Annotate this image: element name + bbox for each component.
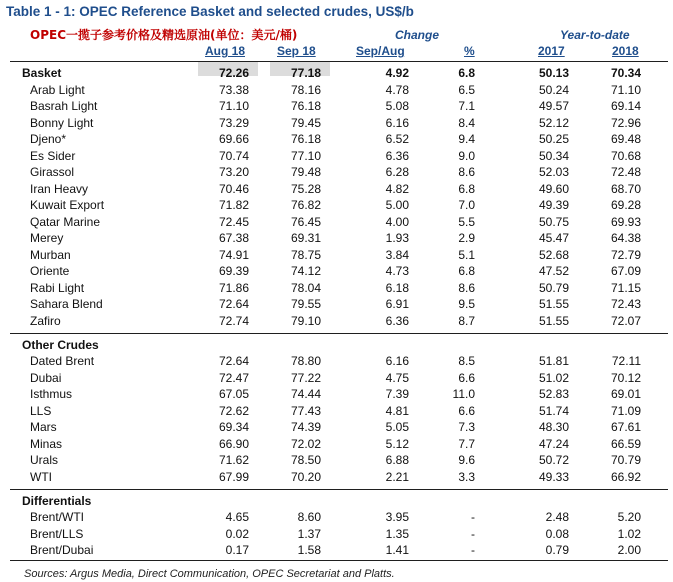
aug18-cell: 72.64 bbox=[218, 297, 249, 311]
ytd-2017-cell: 45.47 bbox=[538, 231, 569, 245]
aug18-cell: 71.82 bbox=[218, 198, 249, 212]
row-label: Sahara Blend bbox=[30, 297, 103, 311]
table-row bbox=[0, 83, 673, 100]
footer-rule bbox=[10, 560, 668, 561]
percent-cell: 11.0 bbox=[452, 387, 475, 401]
sep-aug-cell: 5.00 bbox=[385, 198, 409, 212]
row-label: Brent/Dubai bbox=[30, 543, 94, 557]
sep-aug-cell: 6.88 bbox=[385, 453, 409, 467]
row-label: Djeno* bbox=[30, 132, 67, 146]
ytd-2017-cell: 47.52 bbox=[538, 264, 569, 278]
ytd-2018-cell: 69.93 bbox=[610, 214, 641, 229]
sep18-cell: 78.16 bbox=[290, 82, 321, 97]
row-label: Qatar Marine bbox=[30, 214, 101, 229]
sep-aug-cell: 6.16 bbox=[385, 354, 409, 368]
ytd-2018-cell: 68.70 bbox=[610, 181, 641, 196]
row-label: Mars bbox=[30, 420, 57, 434]
header-2018: 2018 bbox=[612, 44, 639, 58]
ytd-2018-cell: 72.43 bbox=[610, 297, 641, 311]
header-percent: % bbox=[464, 44, 475, 58]
percent-cell: 6.6 bbox=[458, 403, 475, 418]
row-label: Murban bbox=[30, 247, 71, 262]
aug18-cell: 73.38 bbox=[218, 82, 249, 97]
row-label: Rabi Light bbox=[30, 280, 85, 295]
ytd-2017-cell: 0.79 bbox=[545, 543, 569, 557]
ytd-2017-cell: 48.30 bbox=[538, 420, 569, 434]
sep18-cell: 70.20 bbox=[290, 469, 321, 484]
ytd-2017-cell: 47.24 bbox=[538, 436, 569, 451]
percent-cell: 8.6 bbox=[458, 280, 475, 295]
sep18-cell: 76.82 bbox=[290, 198, 321, 212]
row-label: Brent/LLS bbox=[30, 526, 84, 541]
ytd-2018-cell: 72.96 bbox=[610, 115, 641, 130]
percent-cell: 7.1 bbox=[458, 99, 475, 113]
sep-aug-cell: 4.75 bbox=[385, 370, 409, 385]
ytd-2018-cell: 70.34 bbox=[610, 66, 641, 80]
sep18-cell: 76.45 bbox=[290, 214, 321, 229]
aug18-cell: 72.26 bbox=[218, 66, 249, 80]
aug18-cell: 71.86 bbox=[218, 280, 249, 295]
ytd-2017-cell: 2.48 bbox=[545, 510, 569, 524]
ytd-2017-cell: 50.24 bbox=[538, 82, 569, 97]
row-label: Isthmus bbox=[30, 387, 73, 401]
row-label: Es Sider bbox=[30, 148, 76, 163]
ytd-2017-cell: 51.02 bbox=[538, 370, 569, 385]
percent-cell: 5.1 bbox=[458, 247, 475, 262]
sep-aug-cell: 6.52 bbox=[385, 132, 409, 146]
ytd-2018-cell: 69.48 bbox=[610, 132, 641, 146]
sep-aug-cell: 3.84 bbox=[385, 247, 409, 262]
ytd-2018-cell: 64.38 bbox=[610, 231, 641, 245]
table-row bbox=[0, 404, 673, 421]
header-ytd: Year-to-date bbox=[560, 28, 630, 42]
ytd-2018-cell: 72.48 bbox=[610, 165, 641, 179]
table-row bbox=[0, 510, 673, 527]
percent-cell: 8.6 bbox=[458, 165, 475, 179]
row-label: WTI bbox=[30, 469, 52, 484]
sep18-cell: 72.02 bbox=[290, 436, 321, 451]
aug18-cell: 72.62 bbox=[218, 403, 249, 418]
aug18-cell: 4.65 bbox=[225, 510, 249, 524]
percent-cell: 8.7 bbox=[458, 313, 475, 328]
sep18-cell: 79.55 bbox=[290, 297, 321, 311]
table-row bbox=[0, 527, 673, 544]
sep-aug-cell: 7.39 bbox=[385, 387, 409, 401]
row-label: LLS bbox=[30, 403, 52, 418]
aug18-cell: 67.99 bbox=[218, 469, 249, 484]
sep-aug-cell: 6.91 bbox=[385, 297, 409, 311]
percent-cell: 5.5 bbox=[458, 214, 475, 229]
ytd-2018-cell: 2.00 bbox=[617, 543, 641, 557]
aug18-cell: 67.05 bbox=[218, 387, 249, 401]
sep-aug-cell: 6.36 bbox=[385, 148, 409, 163]
header-sep18: Sep 18 bbox=[277, 44, 316, 58]
table-row bbox=[0, 248, 673, 265]
aug18-cell: 71.62 bbox=[218, 453, 249, 467]
sep-aug-cell: 6.36 bbox=[385, 313, 409, 328]
sep-aug-cell: 6.18 bbox=[385, 280, 409, 295]
sep18-cell: 1.58 bbox=[297, 543, 321, 557]
aug18-cell: 74.91 bbox=[218, 247, 249, 262]
table-row bbox=[0, 99, 673, 116]
ytd-2018-cell: 66.92 bbox=[610, 469, 641, 484]
ytd-2018-cell: 71.09 bbox=[610, 403, 641, 418]
row-label: Oriente bbox=[30, 264, 70, 278]
sep18-cell: 74.44 bbox=[290, 387, 321, 401]
aug18-cell: 69.34 bbox=[218, 420, 249, 434]
ytd-2018-cell: 69.14 bbox=[610, 99, 641, 113]
ytd-2017-cell: 52.12 bbox=[538, 115, 569, 130]
aug18-cell: 69.66 bbox=[218, 132, 249, 146]
percent-cell: 6.5 bbox=[458, 82, 475, 97]
table-row bbox=[0, 387, 673, 404]
aug18-cell: 0.17 bbox=[225, 543, 249, 557]
ytd-2017-cell: 50.79 bbox=[538, 280, 569, 295]
row-label: Iran Heavy bbox=[30, 181, 89, 196]
sep18-cell: 76.18 bbox=[290, 99, 321, 113]
table-row bbox=[0, 66, 673, 83]
sep-aug-cell: 5.12 bbox=[385, 436, 409, 451]
aug18-cell: 0.02 bbox=[225, 526, 249, 541]
ytd-2017-cell: 50.13 bbox=[538, 66, 569, 80]
section-rule-1 bbox=[10, 333, 668, 334]
row-label: Dubai bbox=[30, 370, 62, 385]
header-sep-aug: Sep/Aug bbox=[356, 44, 405, 58]
row-label: Girassol bbox=[30, 165, 75, 179]
percent-cell: 9.5 bbox=[458, 297, 475, 311]
sep-aug-cell: 6.16 bbox=[385, 115, 409, 130]
row-label: Arab Light bbox=[30, 82, 85, 97]
header-rule bbox=[10, 61, 668, 62]
table-row bbox=[0, 453, 673, 470]
ytd-2018-cell: 72.07 bbox=[610, 313, 641, 328]
row-label: Bonny Light bbox=[30, 115, 94, 130]
sep-aug-cell: 4.92 bbox=[385, 66, 409, 80]
ytd-2017-cell: 0.08 bbox=[545, 526, 569, 541]
table-row bbox=[0, 132, 673, 149]
row-label: Minas bbox=[30, 436, 63, 451]
ytd-2017-cell: 49.60 bbox=[538, 181, 569, 196]
percent-cell: 8.5 bbox=[458, 354, 475, 368]
table-row bbox=[0, 231, 673, 248]
percent-cell: 9.4 bbox=[458, 132, 475, 146]
aug18-cell: 70.74 bbox=[218, 148, 249, 163]
ytd-2018-cell: 66.59 bbox=[610, 436, 641, 451]
row-label: Zafiro bbox=[30, 313, 61, 328]
sep18-cell: 78.50 bbox=[290, 453, 321, 467]
table-row bbox=[0, 470, 673, 487]
aug18-cell: 71.10 bbox=[218, 99, 249, 113]
section-rule-2 bbox=[10, 489, 668, 490]
table-row bbox=[0, 116, 673, 133]
sep18-cell: 78.75 bbox=[290, 247, 321, 262]
aug18-cell: 66.90 bbox=[218, 436, 249, 451]
aug18-cell: 72.64 bbox=[218, 354, 249, 368]
table-row bbox=[0, 543, 673, 560]
table-row bbox=[0, 371, 673, 388]
ytd-2018-cell: 71.10 bbox=[610, 82, 641, 97]
row-label: Dated Brent bbox=[30, 354, 95, 368]
table-title: Table 1 - 1: OPEC Reference Basket and selected crudes, US$/b bbox=[6, 4, 414, 19]
ytd-2018-cell: 5.20 bbox=[617, 510, 641, 524]
row-label: Basrah Light bbox=[30, 99, 98, 113]
ytd-2017-cell: 51.55 bbox=[538, 313, 569, 328]
ytd-2017-cell: 49.33 bbox=[538, 469, 569, 484]
row-label: Merey bbox=[30, 231, 64, 245]
sep18-cell: 8.60 bbox=[297, 510, 321, 524]
ytd-2017-cell: 50.25 bbox=[538, 132, 569, 146]
aug18-cell: 72.45 bbox=[218, 214, 249, 229]
ytd-2017-cell: 51.81 bbox=[538, 354, 569, 368]
ytd-2017-cell: 49.39 bbox=[538, 198, 569, 212]
sep-aug-cell: 3.95 bbox=[385, 510, 409, 524]
sep-aug-cell: 1.93 bbox=[385, 231, 409, 245]
table-row bbox=[0, 165, 673, 182]
ytd-2017-cell: 52.68 bbox=[538, 247, 569, 262]
ytd-2017-cell: 52.03 bbox=[538, 165, 569, 179]
table-row bbox=[0, 297, 673, 314]
table-row bbox=[0, 281, 673, 298]
table-row bbox=[0, 420, 673, 437]
row-label: Brent/WTI bbox=[30, 510, 85, 524]
percent-cell: - bbox=[471, 543, 475, 557]
ytd-2017-cell: 49.57 bbox=[538, 99, 569, 113]
percent-cell: 2.9 bbox=[458, 231, 475, 245]
percent-cell: - bbox=[471, 510, 475, 524]
percent-cell: 7.7 bbox=[458, 436, 475, 451]
sep18-cell: 79.45 bbox=[290, 115, 321, 130]
sep-aug-cell: 5.05 bbox=[385, 420, 409, 434]
header-change: Change bbox=[395, 28, 440, 42]
ytd-2017-cell: 50.72 bbox=[538, 453, 569, 467]
ytd-2017-cell: 51.55 bbox=[538, 297, 569, 311]
aug18-cell: 72.47 bbox=[218, 370, 249, 385]
sep18-cell: 79.10 bbox=[290, 313, 321, 328]
percent-cell: 8.4 bbox=[458, 115, 475, 130]
ytd-2018-cell: 69.28 bbox=[610, 198, 641, 212]
sep18-cell: 1.37 bbox=[297, 526, 321, 541]
sources-note: Sources: Argus Media, Direct Communication, OPEC Secretariat and Platts. bbox=[24, 568, 395, 580]
ytd-2018-cell: 71.15 bbox=[610, 280, 641, 295]
differentials-title: Differentials bbox=[22, 494, 92, 508]
aug18-cell: 69.39 bbox=[218, 264, 249, 278]
ytd-2018-cell: 69.01 bbox=[610, 387, 641, 401]
row-label: Kuwait Export bbox=[30, 198, 105, 212]
chinese-subtitle: OPEC一揽子参考价格及精选原油(单位：美元/桶) bbox=[30, 28, 298, 42]
ytd-2017-cell: 51.74 bbox=[538, 403, 569, 418]
sep-aug-cell: 4.78 bbox=[385, 82, 409, 97]
table-row bbox=[0, 314, 673, 331]
row-label: Urals bbox=[30, 453, 59, 467]
ytd-2018-cell: 70.79 bbox=[610, 453, 641, 467]
ytd-2018-cell: 70.12 bbox=[610, 370, 641, 385]
sep18-cell: 78.80 bbox=[290, 354, 321, 368]
percent-cell: 3.3 bbox=[458, 469, 475, 484]
header-2017: 2017 bbox=[538, 44, 565, 58]
table-row bbox=[0, 354, 673, 371]
sep18-cell: 74.12 bbox=[290, 264, 321, 278]
table-row bbox=[0, 198, 673, 215]
ytd-2018-cell: 70.68 bbox=[610, 148, 641, 163]
sep-aug-cell: 2.21 bbox=[385, 469, 409, 484]
ytd-2018-cell: 1.02 bbox=[617, 526, 641, 541]
ytd-2018-cell: 72.11 bbox=[611, 354, 641, 368]
sep18-cell: 77.43 bbox=[290, 403, 321, 418]
sep-aug-cell: 1.35 bbox=[385, 526, 409, 541]
sep-aug-cell: 4.73 bbox=[385, 264, 409, 278]
sep-aug-cell: 5.08 bbox=[385, 99, 409, 113]
ytd-2017-cell: 52.83 bbox=[538, 387, 569, 401]
percent-cell: 6.6 bbox=[458, 370, 475, 385]
sep18-cell: 74.39 bbox=[290, 420, 321, 434]
sep18-cell: 78.04 bbox=[290, 280, 321, 295]
sep18-cell: 79.48 bbox=[290, 165, 321, 179]
percent-cell: 9.0 bbox=[458, 148, 475, 163]
percent-cell: 7.0 bbox=[458, 198, 475, 212]
sep18-cell: 77.10 bbox=[290, 148, 321, 163]
table-row bbox=[0, 437, 673, 454]
aug18-cell: 73.20 bbox=[218, 165, 249, 179]
header-aug18: Aug 18 bbox=[205, 44, 246, 58]
sep18-cell: 76.18 bbox=[290, 132, 321, 146]
aug18-cell: 70.46 bbox=[218, 181, 249, 196]
ytd-2017-cell: 50.75 bbox=[538, 214, 569, 229]
sep-aug-cell: 4.81 bbox=[385, 403, 409, 418]
sep-aug-cell: 4.00 bbox=[385, 214, 409, 229]
table-row bbox=[0, 264, 673, 281]
aug18-cell: 73.29 bbox=[218, 115, 249, 130]
percent-cell: 9.6 bbox=[458, 453, 475, 467]
sep-aug-cell: 6.28 bbox=[385, 165, 409, 179]
table-row bbox=[0, 215, 673, 232]
aug18-cell: 67.38 bbox=[218, 231, 249, 245]
ytd-2017-cell: 50.34 bbox=[538, 148, 569, 163]
percent-cell: 6.8 bbox=[458, 181, 475, 196]
sep18-cell: 69.31 bbox=[290, 231, 321, 245]
table-row bbox=[0, 149, 673, 166]
sep18-cell: 77.22 bbox=[290, 370, 321, 385]
sep-aug-cell: 4.82 bbox=[385, 181, 409, 196]
percent-cell: 6.8 bbox=[458, 66, 475, 80]
ytd-2018-cell: 72.79 bbox=[610, 247, 641, 262]
table-row bbox=[0, 182, 673, 199]
percent-cell: 7.3 bbox=[458, 420, 475, 434]
aug18-cell: 72.74 bbox=[218, 313, 249, 328]
ytd-2018-cell: 67.61 bbox=[610, 420, 641, 434]
sep-aug-cell: 1.41 bbox=[385, 543, 409, 557]
ytd-2018-cell: 67.09 bbox=[610, 264, 641, 278]
row-label: Basket bbox=[22, 66, 62, 80]
sep18-cell: 75.28 bbox=[290, 181, 321, 196]
percent-cell: - bbox=[471, 526, 475, 541]
other-crudes-title: Other Crudes bbox=[22, 338, 99, 352]
percent-cell: 6.8 bbox=[458, 264, 475, 278]
sep18-cell: 77.18 bbox=[290, 66, 321, 80]
